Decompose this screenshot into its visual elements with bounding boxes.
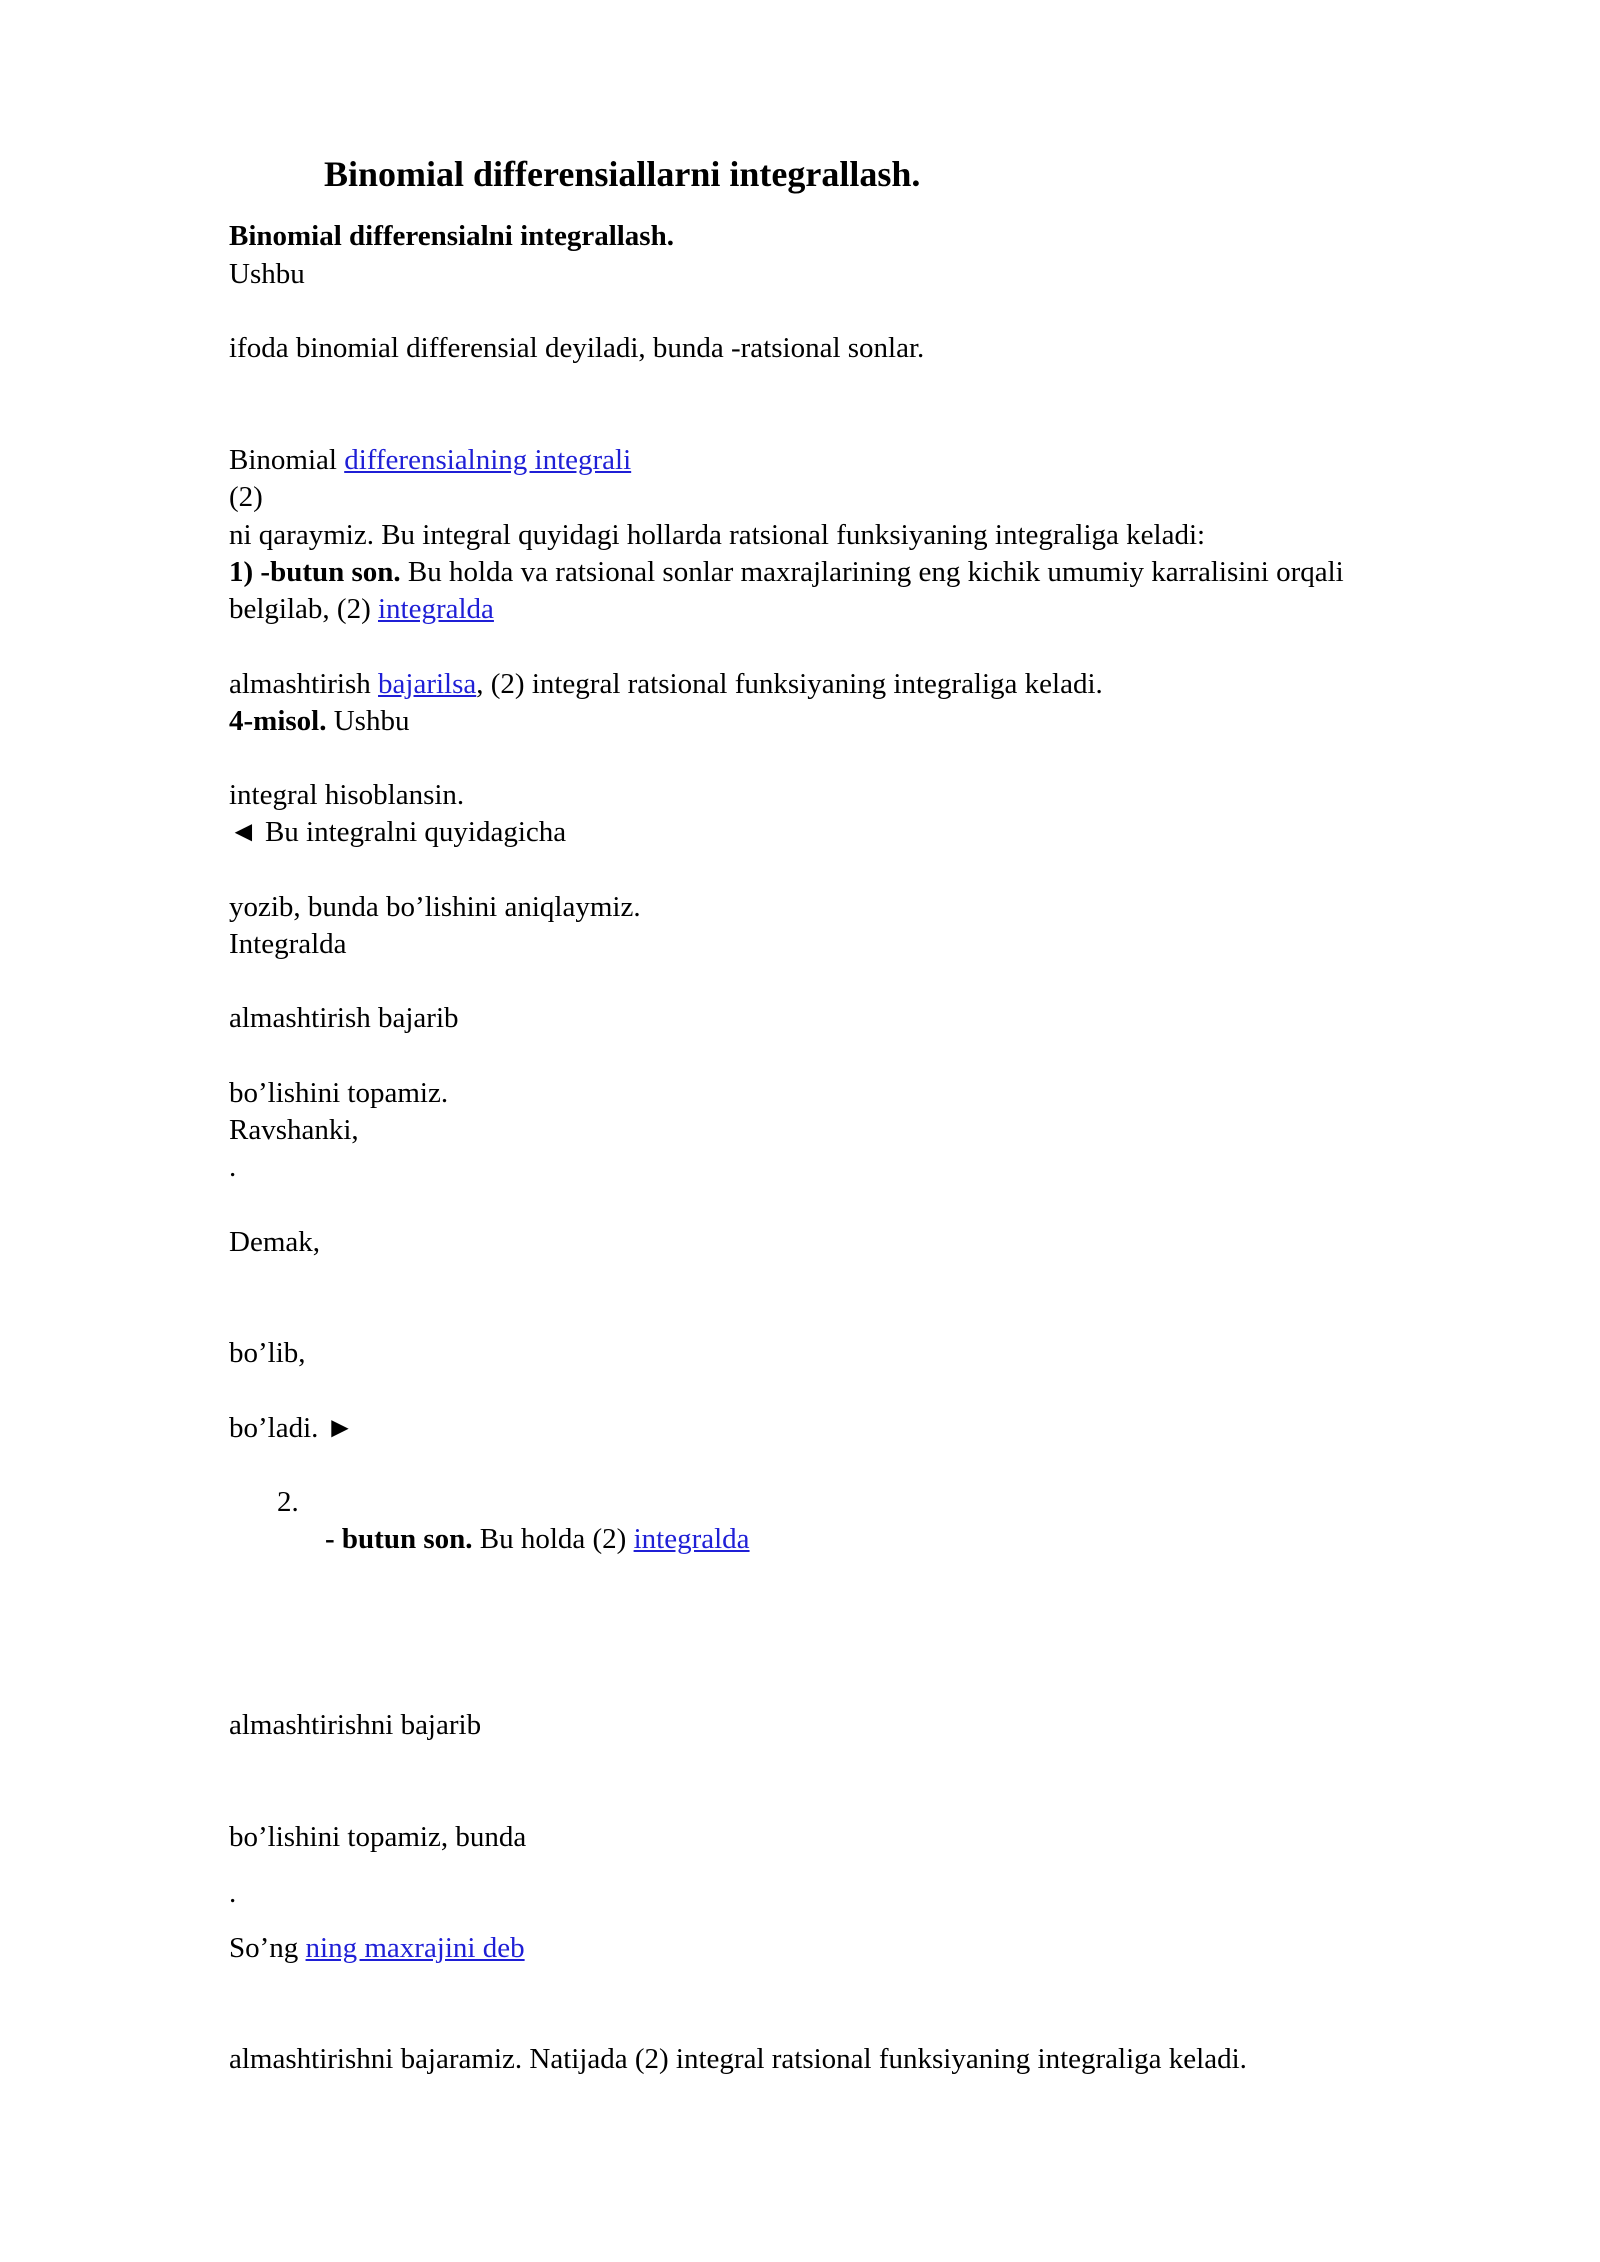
text-span: belgilab, (2)	[229, 593, 378, 625]
page-title: Binomial differensiallarni integrallash.	[324, 154, 921, 194]
text-span: Bu holda (2)	[472, 1523, 634, 1555]
text-line: integral hisoblansin.	[229, 779, 465, 811]
text-line: bo’lib,	[229, 1337, 306, 1369]
text-line: Demak,	[229, 1226, 320, 1258]
case-2-label: - butun son.	[325, 1523, 473, 1555]
text-line	[229, 441, 631, 479]
text-line: almashtirishni bajaramiz. Natijada (2) integral ratsional funksiyaning integraliga keladi.	[229, 2043, 1247, 2075]
text-line	[229, 665, 1103, 703]
text-line: .	[229, 1151, 237, 1183]
example-line	[229, 702, 409, 740]
text-line	[229, 1929, 525, 1967]
ning-maxrajini-deb-link[interactable]: ning maxrajini deb	[305, 1932, 525, 1964]
text-span: So’ng	[229, 1932, 306, 1964]
text-line: ifoda binomial differensial deyiladi, bunda -ratsional sonlar.	[229, 332, 925, 364]
text-line: (2)	[229, 481, 263, 513]
integralda-link[interactable]: integralda	[377, 593, 494, 625]
text-span: Binomial	[229, 444, 345, 476]
text-span: almashtirish	[229, 668, 379, 700]
text-line: bo’lishini topamiz.	[229, 1077, 449, 1109]
text-line	[229, 590, 494, 628]
text-line: ◄ Bu integralni quyidagicha	[229, 816, 567, 848]
text-span: Ushbu	[326, 705, 410, 737]
text-line: Ravshanki,	[229, 1114, 359, 1146]
text-line: bo’ladi. ►	[229, 1412, 355, 1444]
case-1-label: 1) -butun son.	[229, 556, 401, 588]
section-heading: Binomial differensialni integrallash.	[229, 220, 674, 252]
text-line: almashtirish bajarib	[229, 1002, 459, 1034]
text-line: Ushbu	[229, 258, 305, 290]
bajarilsa-link[interactable]: bajarilsa	[378, 668, 477, 700]
text-span: , (2) integral ratsional funksiyaning integraliga keladi.	[476, 668, 1103, 700]
integralda-link[interactable]: integralda	[633, 1523, 750, 1555]
case-2-line	[325, 1520, 750, 1558]
text-line: ni qaraymiz. Bu integral quyidagi hollarda ratsional funksiyaning integraliga keladi:	[229, 519, 1206, 551]
case-2-number: 2.	[277, 1486, 299, 1518]
text-line: yozib, bunda bo’lishini aniqlaymiz.	[229, 891, 641, 923]
text-line: Integralda	[229, 928, 347, 960]
case-1-line	[229, 553, 1344, 591]
example-label: 4-misol.	[229, 705, 327, 737]
text-line: bo’lishini topamiz, bunda	[229, 1821, 527, 1853]
differensialning-integrali-link[interactable]: differensialning integrali	[344, 444, 632, 476]
text-line: .	[229, 1877, 237, 1909]
text-line: almashtirishni bajarib	[229, 1709, 482, 1741]
text-span: Bu holda va ratsional sonlar maxrajlarining eng kichik umumiy karralisini orqali	[400, 556, 1344, 588]
